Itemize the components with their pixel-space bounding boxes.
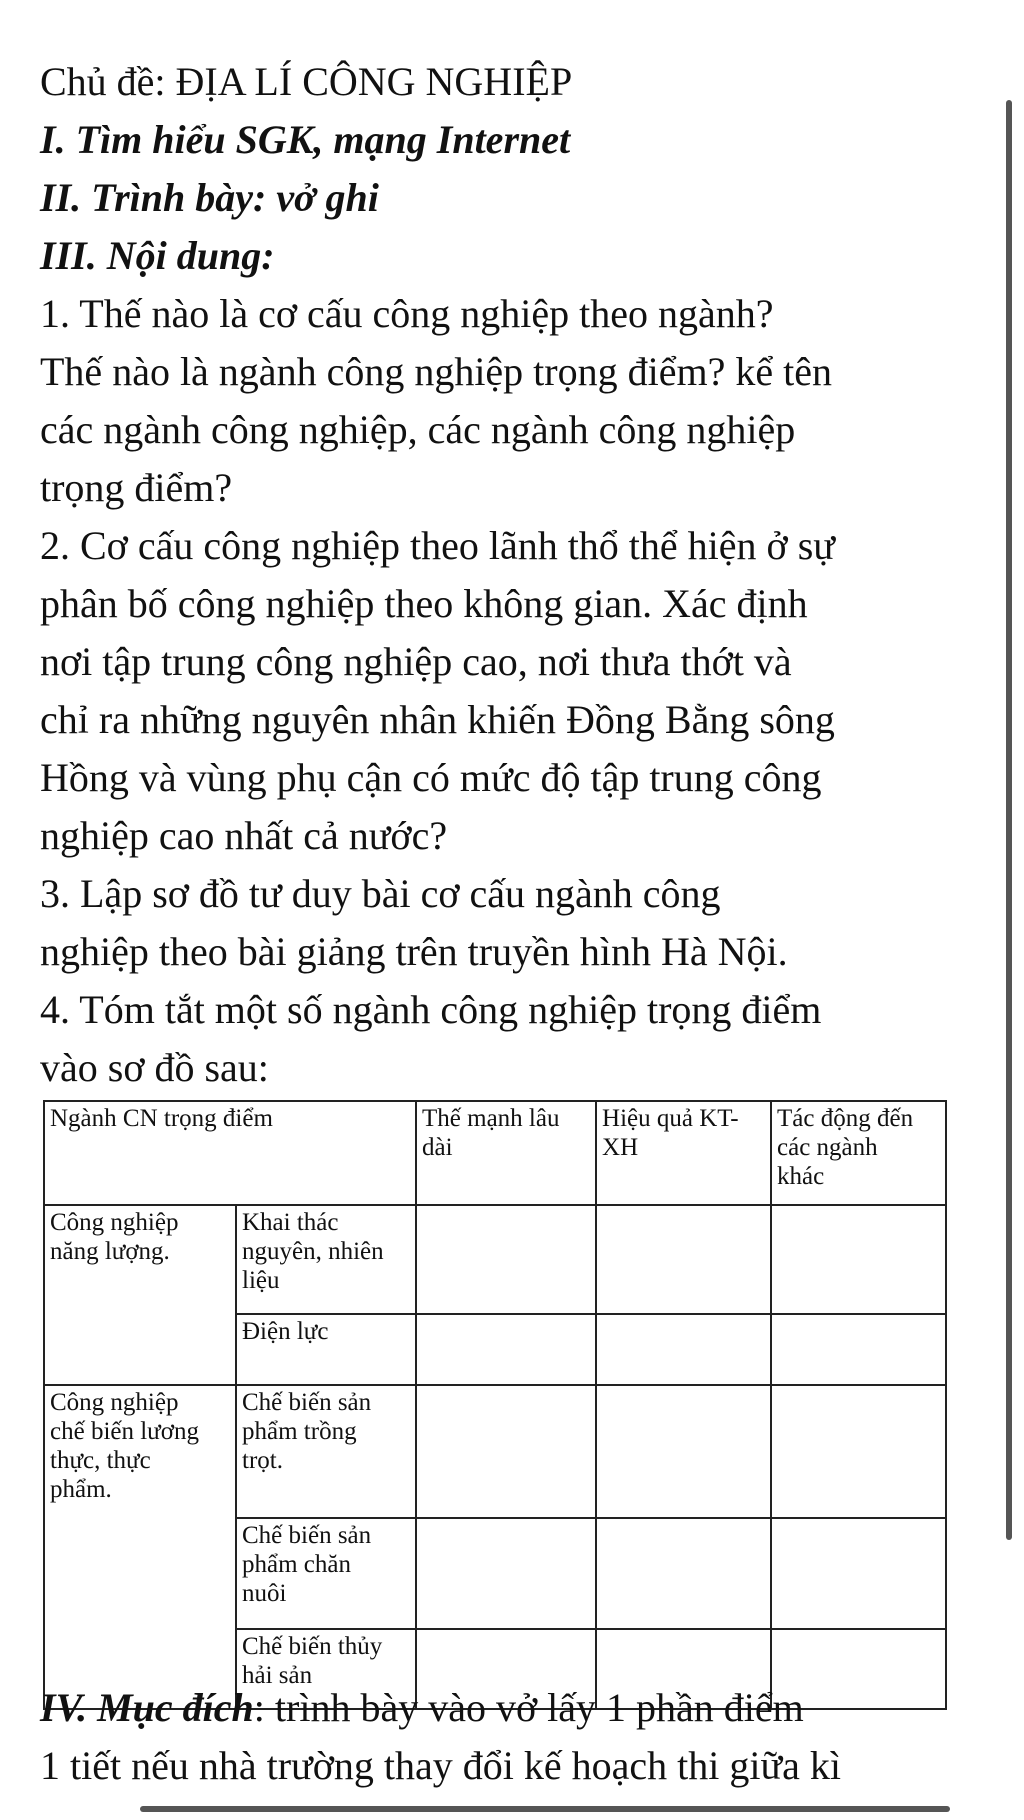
sub-seafood: Chế biến thủy hải sản (236, 1629, 416, 1709)
content-line: nghiệp theo bài giảng trên truyền hình Hà Nội. (40, 929, 788, 974)
table-header-row (44, 1101, 946, 1205)
empty-cell (771, 1205, 946, 1314)
sub-livestock: Chế biến sản phẩm chăn nuôi (236, 1518, 416, 1629)
content-line: 4. Tóm tắt một số ngành công nghiệp trọng điểm (40, 987, 822, 1032)
section-1: I. Tìm hiểu SGK, mạng Internet (40, 117, 571, 162)
vertical-scrollbar[interactable] (1006, 100, 1012, 1540)
empty-cell (596, 1518, 771, 1629)
empty-cell (416, 1314, 596, 1385)
empty-cell (771, 1385, 946, 1518)
empty-cell (771, 1518, 946, 1629)
header-industry: Ngành CN trọng điểm (44, 1101, 416, 1205)
group-food: Công nghiệp chế biến lương thực, thực phẩm. (44, 1385, 236, 1709)
empty-cell (771, 1314, 946, 1385)
empty-cell (416, 1385, 596, 1518)
content-line: vào sơ đồ sau: (40, 1045, 269, 1090)
empty-cell (416, 1205, 596, 1314)
content-line: 3. Lập sơ đồ tư duy bài cơ cấu ngành công (40, 871, 721, 916)
content-line: phân bố công nghiệp theo không gian. Xác định (40, 581, 808, 626)
table-row (44, 1385, 946, 1518)
sub-power: Điện lực (236, 1314, 416, 1385)
header-efficiency: Hiệu quả KT- XH (596, 1101, 771, 1205)
sub-mining: Khai thác nguyên, nhiên liệu (236, 1205, 416, 1314)
purpose-line-2: 1 tiết nếu nhà trường thay đổi kế hoạch thi giữa kì (40, 1743, 841, 1788)
content-line: Hồng và vùng phụ cận có mức độ tập trung công (40, 755, 822, 800)
empty-cell (596, 1205, 771, 1314)
empty-cell (596, 1385, 771, 1518)
content-line: nơi tập trung công nghiệp cao, nơi thưa thớt và (40, 639, 792, 684)
empty-cell (596, 1314, 771, 1385)
section-3: III. Nội dung: (40, 233, 275, 278)
sub-crops: Chế biến sản phẩm trồng trọt. (236, 1385, 416, 1518)
content-line: chỉ ra những nguyên nhân khiến Đồng Bằng sông (40, 697, 835, 742)
topic-title: Chủ đề: ĐỊA LÍ CÔNG NGHIỆP (40, 59, 573, 104)
header-impact: Tác động đến các ngành khác (771, 1101, 946, 1205)
purpose-text: : trình bày vào vở lấy 1 phần điểm (253, 1685, 804, 1730)
content-line: nghiệp cao nhất cả nước? (40, 813, 448, 858)
home-indicator-bar (140, 1806, 950, 1812)
content-line: trọng điểm? (40, 465, 233, 510)
purpose-label: IV. Mục đích (40, 1685, 254, 1730)
header-strength: Thế mạnh lâu dài (416, 1101, 596, 1205)
table-row (44, 1205, 946, 1314)
section-2: II. Trình bày: vở ghi (40, 175, 379, 220)
content-line: các ngành công nghiệp, các ngành công nghiệp (40, 407, 796, 452)
industry-table (43, 1100, 947, 1710)
content-line: 1. Thế nào là cơ cấu công nghiệp theo ngành? (40, 291, 774, 336)
group-energy: Công nghiệp năng lượng. (44, 1205, 236, 1385)
purpose-line-1 (40, 1684, 804, 1732)
content-line: 2. Cơ cấu công nghiệp theo lãnh thổ thể hiện ở sự (40, 523, 835, 568)
content-line: Thế nào là ngành công nghiệp trọng điểm? kể tên (40, 349, 832, 394)
empty-cell (416, 1518, 596, 1629)
